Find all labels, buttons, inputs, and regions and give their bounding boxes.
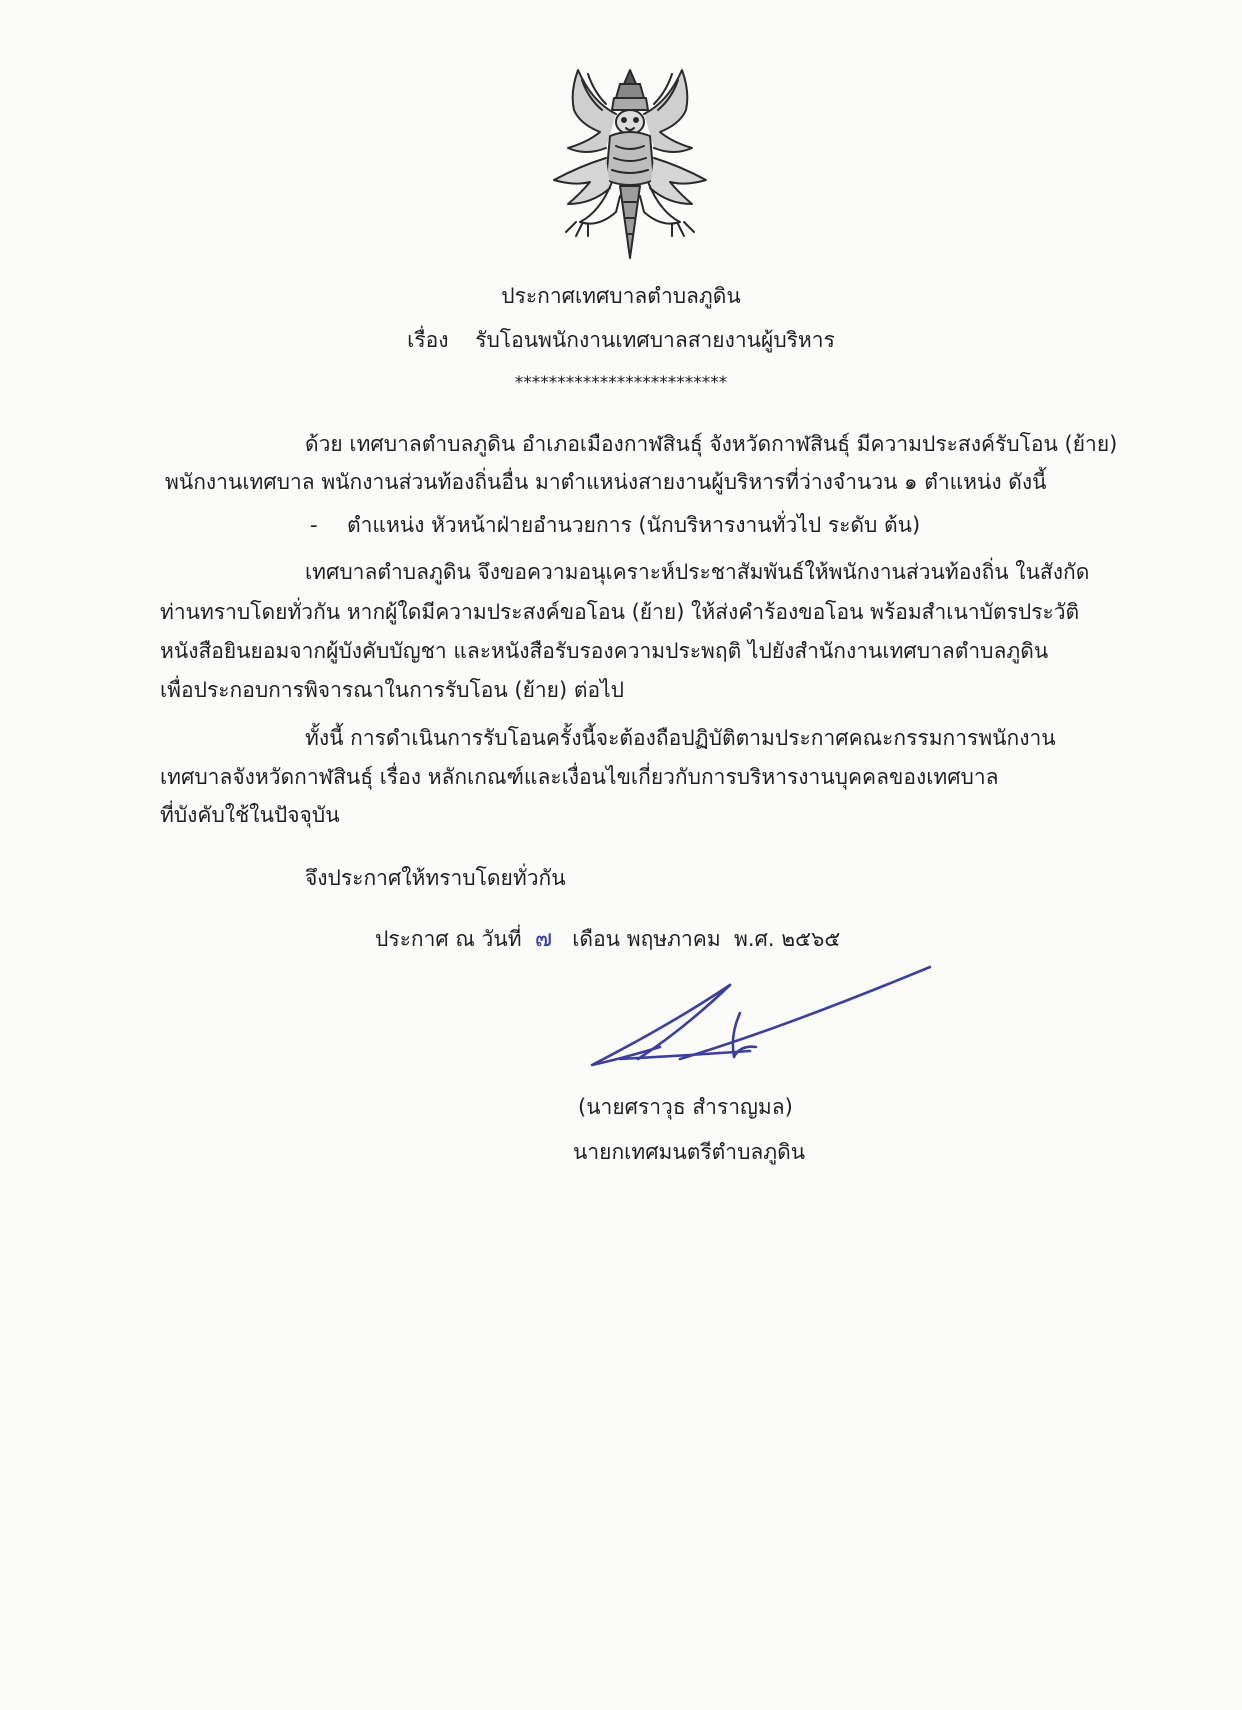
signatory-name: (นายศราวุธ สำราญมล)	[578, 1095, 793, 1119]
announcement-date	[375, 924, 840, 954]
announcement-subject	[0, 325, 1242, 355]
subject-text: รับโอนพนักงานเทศบาลสายงานผู้บริหาร	[475, 328, 835, 352]
closing-statement: จึงประกาศให้ทราบโดยทั่วกัน	[305, 866, 566, 890]
announcement-title: ประกาศเทศบาลตำบลภูดิน	[501, 284, 741, 308]
paragraph-1-line-1: ด้วย เทศบาลตำบลภูดิน อำเภอเมืองกาฬสินธุ์ จังหวัดกาฬสินธุ์ มีความประสงค์รับโอน (ย้าย)	[305, 432, 1118, 456]
paragraph-2-line-4: เพื่อประกอบการพิจารณาในการรับโอน (ย้าย) ต่อไป	[160, 678, 624, 702]
month-label: เดือน	[572, 927, 621, 951]
date-day: ๗	[534, 926, 553, 952]
signatory-position: นายกเทศมนตรีตำบลภูดิน	[573, 1140, 806, 1164]
subject-label: เรื่อง	[407, 328, 449, 352]
paragraph-2-line-2: ท่านทราบโดยทั่วกัน หากผู้ใดมีความประสงค์ขอโอน (ย้าย) ให้ส่งคำร้องขอโอน พร้อมสำเนาบัตรประวัติ	[160, 600, 1080, 624]
paragraph-2-line-1: เทศบาลตำบลภูดิน จึงขอความอนุเคราะห์ประชาสัมพันธ์ให้พนักงานส่วนท้องถิ่น ในสังกัด	[305, 560, 1090, 584]
date-year: ๒๕๖๕	[781, 927, 841, 951]
paragraph-3-line-1: ทั้งนี้ การดำเนินการรับโอนครั้งนี้จะต้องถือปฏิบัติตามประกาศคณะกรรมการพนักงาน	[305, 726, 1056, 750]
garuda-emblem-icon	[540, 62, 720, 260]
paragraph-2-line-3: หนังสือยินยอมจากผู้บังคับบัญชา และหนังสือรับรองความประพฤติ ไปยังสำนักงานเทศบาลตำบลภูดิน	[160, 639, 1049, 663]
handwritten-signature	[580, 955, 940, 1075]
paragraph-3-line-3: ที่บังคับใช้ในปัจจุบัน	[160, 803, 340, 827]
paragraph-1-line-2: พนักงานเทศบาล พนักงานส่วนท้องถิ่นอื่น มาตำแหน่งสายงานผู้บริหารที่ว่างจำนวน ๑ ตำแหน่ง ดังนี้	[165, 470, 1047, 494]
header-separator: *************************	[514, 373, 728, 393]
position-bullet-mark: -	[310, 513, 318, 537]
year-label: พ.ศ.	[734, 927, 775, 951]
date-prefix: ประกาศ ณ วันที่	[375, 927, 522, 951]
date-month: พฤษภาคม	[626, 927, 721, 951]
position-item: ตำแหน่ง หัวหน้าฝ่ายอำนวยการ (นักบริหารงานทั่วไป ระดับ ต้น)	[347, 513, 921, 537]
paragraph-3-line-2: เทศบาลจังหวัดกาฬสินธุ์ เรื่อง หลักเกณฑ์และเงื่อนไขเกี่ยวกับการบริหารงานบุคคลของเทศบาล	[160, 765, 999, 789]
